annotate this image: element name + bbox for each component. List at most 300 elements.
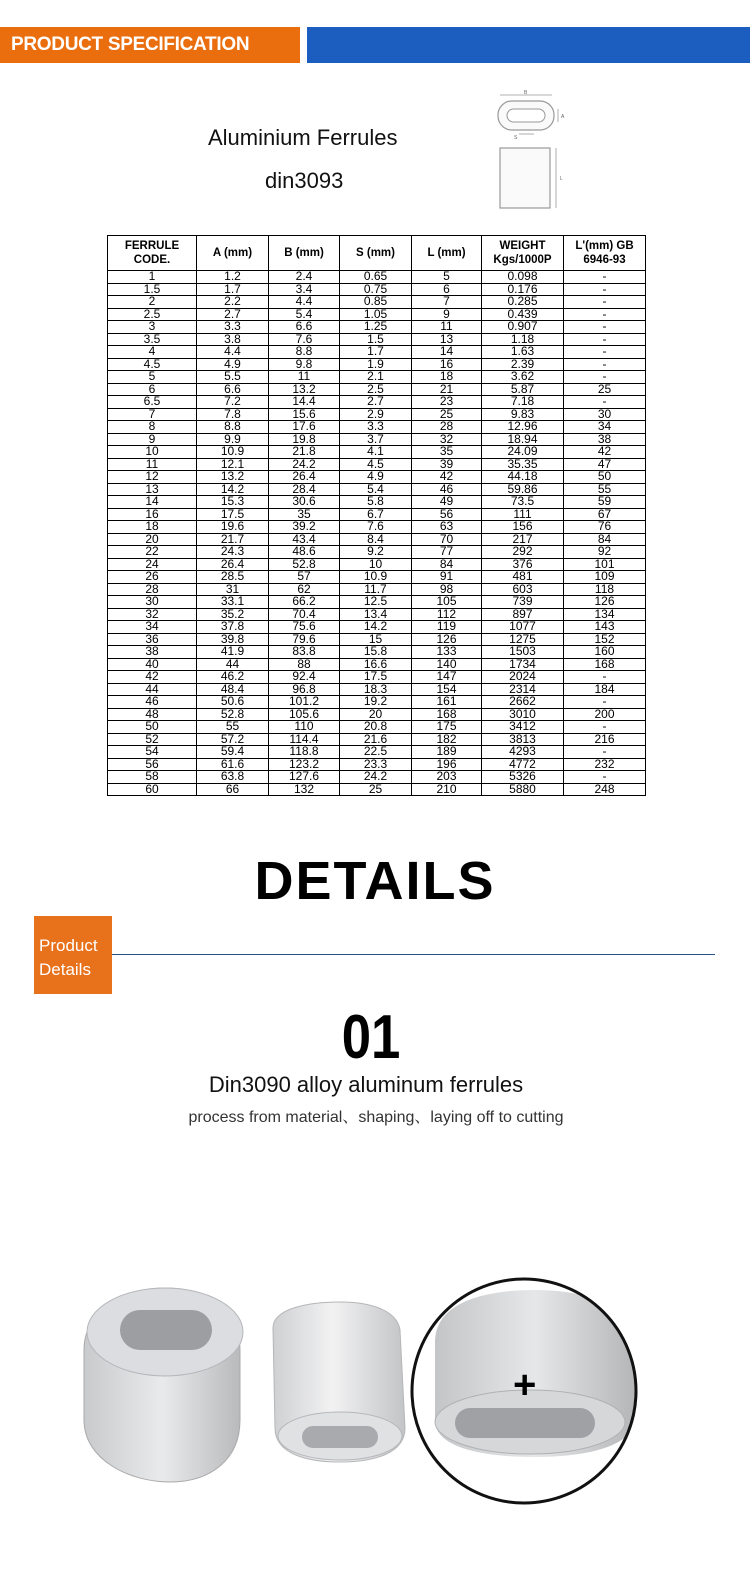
table-cell: 1 <box>108 271 197 284</box>
table-cell: 13.2 <box>197 471 269 484</box>
ferrule-photo-side <box>265 1298 410 1468</box>
ferrule-diagram <box>490 88 580 214</box>
table-cell: 2.7 <box>197 308 269 321</box>
table-row <box>108 371 646 384</box>
table-cell: 196 <box>412 758 482 771</box>
table-cell: 10.9 <box>340 571 412 584</box>
table-cell: 4.9 <box>340 471 412 484</box>
table-cell: 18 <box>412 371 482 384</box>
table-cell: 603 <box>482 583 564 596</box>
table-row <box>108 571 646 584</box>
table-cell: 96.8 <box>269 683 340 696</box>
ferrule-photo-angled <box>70 1270 265 1500</box>
table-cell: 35 <box>269 508 340 521</box>
table-cell: 91 <box>412 571 482 584</box>
table-row <box>108 483 646 496</box>
ferrule-photo-closeup <box>405 1272 645 1512</box>
table-cell: - <box>564 283 646 296</box>
header-title: PRODUCT SPECIFICATION <box>11 34 250 55</box>
table-row <box>108 383 646 396</box>
table-cell: 4.9 <box>197 358 269 371</box>
table-cell: 189 <box>412 746 482 759</box>
table-cell: 4 <box>108 346 197 359</box>
table-cell: 8.8 <box>197 421 269 434</box>
table-cell: 92.4 <box>269 671 340 684</box>
table-row <box>108 471 646 484</box>
table-cell: 7.18 <box>482 396 564 409</box>
table-cell: 15.3 <box>197 496 269 509</box>
table-cell: 119 <box>412 621 482 634</box>
table-cell: 1.5 <box>108 283 197 296</box>
product-standard: din3093 <box>265 168 344 193</box>
table-cell: 34 <box>564 421 646 434</box>
table-cell: 92 <box>564 546 646 559</box>
col-header-code: FERRULE CODE. <box>108 236 197 271</box>
table-cell: 132 <box>269 783 340 796</box>
table-cell: 42 <box>412 471 482 484</box>
table-cell: 203 <box>412 771 482 784</box>
table-cell: 1734 <box>482 658 564 671</box>
table-cell: 63.8 <box>197 771 269 784</box>
table-cell: 25 <box>340 783 412 796</box>
table-cell: 19.6 <box>197 521 269 534</box>
table-cell: 739 <box>482 596 564 609</box>
table-cell: 1275 <box>482 633 564 646</box>
table-cell: 143 <box>564 621 646 634</box>
table-cell: 6.5 <box>108 396 197 409</box>
table-cell: - <box>564 671 646 684</box>
table-cell: 5.4 <box>269 308 340 321</box>
table-header-row <box>108 236 646 271</box>
table-cell: - <box>564 371 646 384</box>
table-cell: 2.1 <box>340 371 412 384</box>
table-cell: 43.4 <box>269 533 340 546</box>
table-row <box>108 533 646 546</box>
table-cell: 50.6 <box>197 696 269 709</box>
table-cell: 48 <box>108 708 197 721</box>
table-cell: 2024 <box>482 671 564 684</box>
table-cell: 175 <box>412 721 482 734</box>
table-cell: 14.4 <box>269 396 340 409</box>
table-cell: 118 <box>564 583 646 596</box>
table-cell: 5 <box>412 271 482 284</box>
table-cell: 7.6 <box>269 333 340 346</box>
table-cell: 2.7 <box>340 396 412 409</box>
table-cell: 16 <box>108 508 197 521</box>
table-cell: 9.83 <box>482 408 564 421</box>
col-header-a: A (mm) <box>197 236 269 271</box>
table-cell: 52 <box>108 733 197 746</box>
table-row <box>108 433 646 446</box>
table-cell: 1.63 <box>482 346 564 359</box>
table-row <box>108 696 646 709</box>
table-cell: 46 <box>412 483 482 496</box>
col-header-l: L (mm) <box>412 236 482 271</box>
table-cell: 11 <box>412 321 482 334</box>
table-cell: 30 <box>108 596 197 609</box>
table-cell: 24 <box>108 558 197 571</box>
table-cell: 52.8 <box>269 558 340 571</box>
table-cell: 24.2 <box>340 771 412 784</box>
table-cell: 6.7 <box>340 508 412 521</box>
table-cell: 160 <box>564 646 646 659</box>
table-cell: 24.2 <box>269 458 340 471</box>
table-cell: 5.87 <box>482 383 564 396</box>
table-cell: 98 <box>412 583 482 596</box>
table-cell: 44 <box>197 658 269 671</box>
table-cell: 7 <box>108 408 197 421</box>
table-cell: 0.285 <box>482 296 564 309</box>
table-cell: 3010 <box>482 708 564 721</box>
table-cell: 32 <box>108 608 197 621</box>
table-cell: 48.4 <box>197 683 269 696</box>
table-cell: 13.2 <box>269 383 340 396</box>
table-cell: 11 <box>269 371 340 384</box>
table-cell: 2.39 <box>482 358 564 371</box>
table-cell: 3.7 <box>340 433 412 446</box>
table-cell: 14.2 <box>340 621 412 634</box>
table-cell: 0.65 <box>340 271 412 284</box>
table-cell: 61.6 <box>197 758 269 771</box>
table-cell: 2.5 <box>340 383 412 396</box>
table-cell: 62 <box>269 583 340 596</box>
table-cell: - <box>564 333 646 346</box>
table-cell: 5.4 <box>340 483 412 496</box>
table-cell: 6.6 <box>269 321 340 334</box>
table-cell: 10.9 <box>197 446 269 459</box>
table-cell: 12.96 <box>482 421 564 434</box>
table-cell: 11 <box>108 458 197 471</box>
table-cell: 31 <box>197 583 269 596</box>
table-row <box>108 446 646 459</box>
table-cell: 14 <box>108 496 197 509</box>
diagram-inner-oval <box>507 109 545 122</box>
table-row <box>108 783 646 796</box>
table-cell: 2.5 <box>108 308 197 321</box>
table-cell: 9.8 <box>269 358 340 371</box>
table-row <box>108 733 646 746</box>
table-cell: 126 <box>412 633 482 646</box>
table-cell: 140 <box>412 658 482 671</box>
table-cell: 1.9 <box>340 358 412 371</box>
spec-table <box>107 235 646 796</box>
table-cell: 46 <box>108 696 197 709</box>
table-cell: 40 <box>108 658 197 671</box>
table-cell: 28.4 <box>269 483 340 496</box>
table-row <box>108 346 646 359</box>
table-cell: 17.5 <box>340 671 412 684</box>
table-cell: 0.907 <box>482 321 564 334</box>
table-cell: 111 <box>482 508 564 521</box>
table-cell: 84 <box>412 558 482 571</box>
table-cell: 2.9 <box>340 408 412 421</box>
table-cell: - <box>564 746 646 759</box>
table-cell: 110 <box>269 721 340 734</box>
table-row <box>108 308 646 321</box>
table-cell: 28 <box>412 421 482 434</box>
table-row <box>108 671 646 684</box>
zoom-plus-icon: + <box>513 1363 537 1407</box>
col-header-weight: WEIGHT Kgs/1000P <box>482 236 564 271</box>
table-cell: 7 <box>412 296 482 309</box>
table-cell: 1.7 <box>197 283 269 296</box>
table-row <box>108 596 646 609</box>
table-cell: 9.2 <box>340 546 412 559</box>
section-number: 01 <box>341 1003 401 1072</box>
table-cell: 0.176 <box>482 283 564 296</box>
table-cell: 217 <box>482 533 564 546</box>
table-cell: 23 <box>412 396 482 409</box>
table-cell: 8 <box>108 421 197 434</box>
table-cell: 21 <box>412 383 482 396</box>
table-cell: 77 <box>412 546 482 559</box>
table-cell: 15.8 <box>340 646 412 659</box>
table-cell: 2.4 <box>269 271 340 284</box>
table-cell: - <box>564 771 646 784</box>
table-cell: 25 <box>412 408 482 421</box>
table-row <box>108 271 646 284</box>
table-cell: 105 <box>412 596 482 609</box>
table-cell: 161 <box>412 696 482 709</box>
table-row <box>108 321 646 334</box>
table-row <box>108 708 646 721</box>
table-cell: 30 <box>564 408 646 421</box>
table-cell: 1503 <box>482 646 564 659</box>
table-cell: - <box>564 358 646 371</box>
table-cell: 17.5 <box>197 508 269 521</box>
table-cell: - <box>564 296 646 309</box>
table-cell: 2 <box>108 296 197 309</box>
table-cell: 18 <box>108 521 197 534</box>
table-cell: 2662 <box>482 696 564 709</box>
table-cell: 49 <box>412 496 482 509</box>
table-row <box>108 583 646 596</box>
table-cell: 13 <box>412 333 482 346</box>
table-row <box>108 721 646 734</box>
table-cell: 35 <box>412 446 482 459</box>
table-row <box>108 408 646 421</box>
table-cell: 30.6 <box>269 496 340 509</box>
table-cell: 5 <box>108 371 197 384</box>
table-row <box>108 283 646 296</box>
table-cell: 10 <box>108 446 197 459</box>
table-cell: 6.6 <box>197 383 269 396</box>
table-cell: 8.4 <box>340 533 412 546</box>
table-row <box>108 646 646 659</box>
table-cell: 4.4 <box>269 296 340 309</box>
table-cell: 168 <box>412 708 482 721</box>
header-orange-bar <box>0 27 300 63</box>
table-cell: 126 <box>564 596 646 609</box>
table-cell: 3 <box>108 321 197 334</box>
table-cell: 4.1 <box>340 446 412 459</box>
table-cell: 54 <box>108 746 197 759</box>
table-cell: 21.8 <box>269 446 340 459</box>
table-cell: 28.5 <box>197 571 269 584</box>
diagram-label-l: L <box>560 176 563 182</box>
product-details-badge-text <box>39 934 98 982</box>
table-cell: 2314 <box>482 683 564 696</box>
table-cell: 22.5 <box>340 746 412 759</box>
table-cell: 7.2 <box>197 396 269 409</box>
table-cell: 154 <box>412 683 482 696</box>
table-cell: 1.2 <box>197 271 269 284</box>
table-cell: 210 <box>412 783 482 796</box>
table-cell: - <box>564 346 646 359</box>
table-cell: 0.439 <box>482 308 564 321</box>
table-cell: 13 <box>108 483 197 496</box>
table-cell: 5880 <box>482 783 564 796</box>
table-cell: 21.7 <box>197 533 269 546</box>
table-cell: 118.8 <box>269 746 340 759</box>
table-cell: 114.4 <box>269 733 340 746</box>
table-cell: 3.4 <box>269 283 340 296</box>
table-cell: 48.6 <box>269 546 340 559</box>
table-cell: 63 <box>412 521 482 534</box>
table-cell: 84 <box>564 533 646 546</box>
details-heading: DETAILS <box>254 851 496 911</box>
table-row <box>108 508 646 521</box>
table-cell: 200 <box>564 708 646 721</box>
table-cell: 133 <box>412 646 482 659</box>
table-cell: 5.8 <box>340 496 412 509</box>
table-cell: 127.6 <box>269 771 340 784</box>
table-cell: 14 <box>412 346 482 359</box>
table-cell: 34 <box>108 621 197 634</box>
feature-subtitle: process from material、shaping、laying off to cutting <box>188 1109 564 1126</box>
table-row <box>108 746 646 759</box>
table-row <box>108 683 646 696</box>
table-cell: 55 <box>197 721 269 734</box>
table-cell: 83.8 <box>269 646 340 659</box>
table-row <box>108 358 646 371</box>
table-cell: 7.8 <box>197 408 269 421</box>
table-cell: 24.3 <box>197 546 269 559</box>
table-cell: - <box>564 396 646 409</box>
table-cell: 232 <box>564 758 646 771</box>
table-cell: 112 <box>412 608 482 621</box>
table-cell: 7.6 <box>340 521 412 534</box>
table-cell: 19.8 <box>269 433 340 446</box>
table-cell: 67 <box>564 508 646 521</box>
table-cell: 9 <box>412 308 482 321</box>
table-cell: 59.4 <box>197 746 269 759</box>
table-cell: 3.5 <box>108 333 197 346</box>
table-cell: 1077 <box>482 621 564 634</box>
table-cell: 24.09 <box>482 446 564 459</box>
table-cell: 9.9 <box>197 433 269 446</box>
table-cell: 37.8 <box>197 621 269 634</box>
table-cell: 9 <box>108 433 197 446</box>
table-cell: 26.4 <box>269 471 340 484</box>
table-cell: 16.6 <box>340 658 412 671</box>
table-cell: 6 <box>412 283 482 296</box>
header-blue-bar <box>307 27 750 63</box>
table-cell: 1.05 <box>340 308 412 321</box>
table-cell: 4772 <box>482 758 564 771</box>
table-row <box>108 658 646 671</box>
table-cell: 57 <box>269 571 340 584</box>
table-cell: 2.2 <box>197 296 269 309</box>
table-cell: 12.5 <box>340 596 412 609</box>
table-cell: 123.2 <box>269 758 340 771</box>
table-cell: 1.7 <box>340 346 412 359</box>
table-cell: 38 <box>564 433 646 446</box>
table-cell: 3.3 <box>340 421 412 434</box>
feature-title: Din3090 alloy aluminum ferrules <box>208 1072 524 1097</box>
table-cell: 15.6 <box>269 408 340 421</box>
diagram-side-view <box>500 148 550 208</box>
table-cell: 41.9 <box>197 646 269 659</box>
table-cell: 6 <box>108 383 197 396</box>
badge-line-2: Details <box>39 960 91 979</box>
table-cell: 60 <box>108 783 197 796</box>
table-cell: 0.75 <box>340 283 412 296</box>
table-cell: 70 <box>412 533 482 546</box>
table-cell: 4.4 <box>197 346 269 359</box>
table-cell: - <box>564 321 646 334</box>
table-cell: 184 <box>564 683 646 696</box>
product-details-badge <box>34 916 112 994</box>
table-cell: 292 <box>482 546 564 559</box>
table-row <box>108 633 646 646</box>
table-row <box>108 458 646 471</box>
table-cell: 56 <box>108 758 197 771</box>
table-cell: 20.8 <box>340 721 412 734</box>
table-cell: 21.6 <box>340 733 412 746</box>
table-row <box>108 608 646 621</box>
table-cell: 33.1 <box>197 596 269 609</box>
table-cell: 15 <box>340 633 412 646</box>
table-cell: 101 <box>564 558 646 571</box>
table-cell: 44 <box>108 683 197 696</box>
table-cell: 376 <box>482 558 564 571</box>
table-cell: 14.2 <box>197 483 269 496</box>
table-cell: 70.4 <box>269 608 340 621</box>
table-cell: 42 <box>564 446 646 459</box>
table-cell: 1.25 <box>340 321 412 334</box>
col-header-s: S (mm) <box>340 236 412 271</box>
table-cell: 66 <box>197 783 269 796</box>
table-cell: 58 <box>108 771 197 784</box>
table-cell: 75.6 <box>269 621 340 634</box>
table-cell: 19.2 <box>340 696 412 709</box>
table-cell: 50 <box>108 721 197 734</box>
diagram-label-s: S <box>514 135 518 141</box>
table-cell: 76 <box>564 521 646 534</box>
table-row <box>108 396 646 409</box>
table-cell: 4293 <box>482 746 564 759</box>
table-cell: 55 <box>564 483 646 496</box>
table-cell: 18.3 <box>340 683 412 696</box>
table-cell: 36 <box>108 633 197 646</box>
table-cell: 42 <box>108 671 197 684</box>
table-row <box>108 621 646 634</box>
table-cell: 168 <box>564 658 646 671</box>
table-cell: 3813 <box>482 733 564 746</box>
table-cell: 66.2 <box>269 596 340 609</box>
table-cell: 109 <box>564 571 646 584</box>
table-cell: 1.5 <box>340 333 412 346</box>
table-cell: 22 <box>108 546 197 559</box>
table-cell: 50 <box>564 471 646 484</box>
table-cell: 3.62 <box>482 371 564 384</box>
table-cell: 18.94 <box>482 433 564 446</box>
table-cell: 47 <box>564 458 646 471</box>
table-cell: 152 <box>564 633 646 646</box>
table-cell: 16 <box>412 358 482 371</box>
table-row <box>108 771 646 784</box>
